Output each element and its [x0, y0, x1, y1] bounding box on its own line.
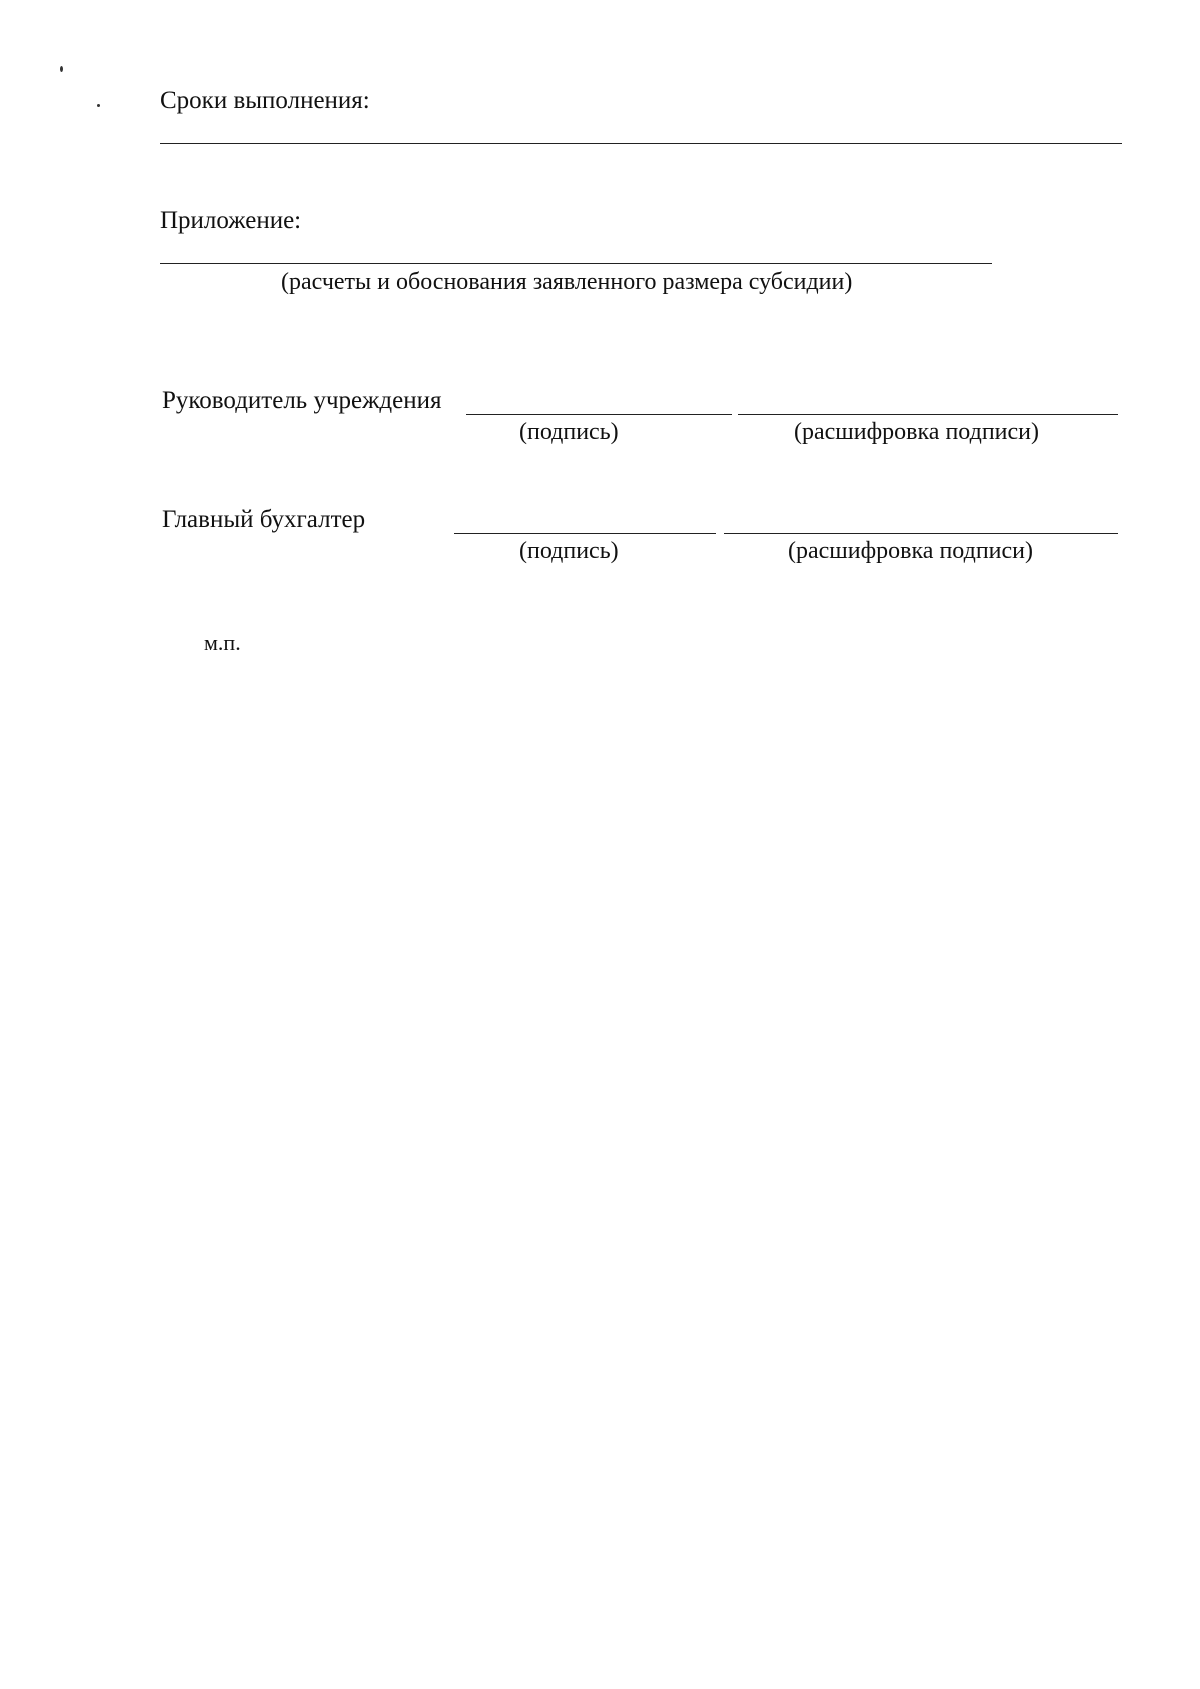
head-decoding-line	[738, 414, 1118, 415]
head-signature-caption: (подпись)	[519, 419, 619, 445]
appendix-fill-line	[160, 263, 992, 264]
scan-speck	[60, 66, 63, 72]
accountant-label: Главный бухгалтер	[162, 506, 366, 533]
accountant-signature-caption: (подпись)	[519, 538, 619, 564]
deadlines-fill-line	[160, 143, 1122, 144]
head-signature-line	[466, 414, 732, 415]
accountant-decoding-caption: (расшифровка подписи)	[788, 538, 1033, 564]
appendix-label: Приложение:	[160, 207, 302, 234]
seal-place-label: м.п.	[204, 630, 241, 655]
head-decoding-caption: (расшифровка подписи)	[794, 419, 1039, 445]
head-label: Руководитель учреждения	[162, 387, 442, 414]
accountant-decoding-line	[724, 533, 1118, 534]
accountant-signature-line	[454, 533, 716, 534]
scan-speck	[97, 104, 100, 107]
appendix-caption: (расчеты и обоснования заявленного размера субсидии)	[281, 269, 853, 295]
deadlines-label: Сроки выполнения:	[160, 87, 370, 114]
